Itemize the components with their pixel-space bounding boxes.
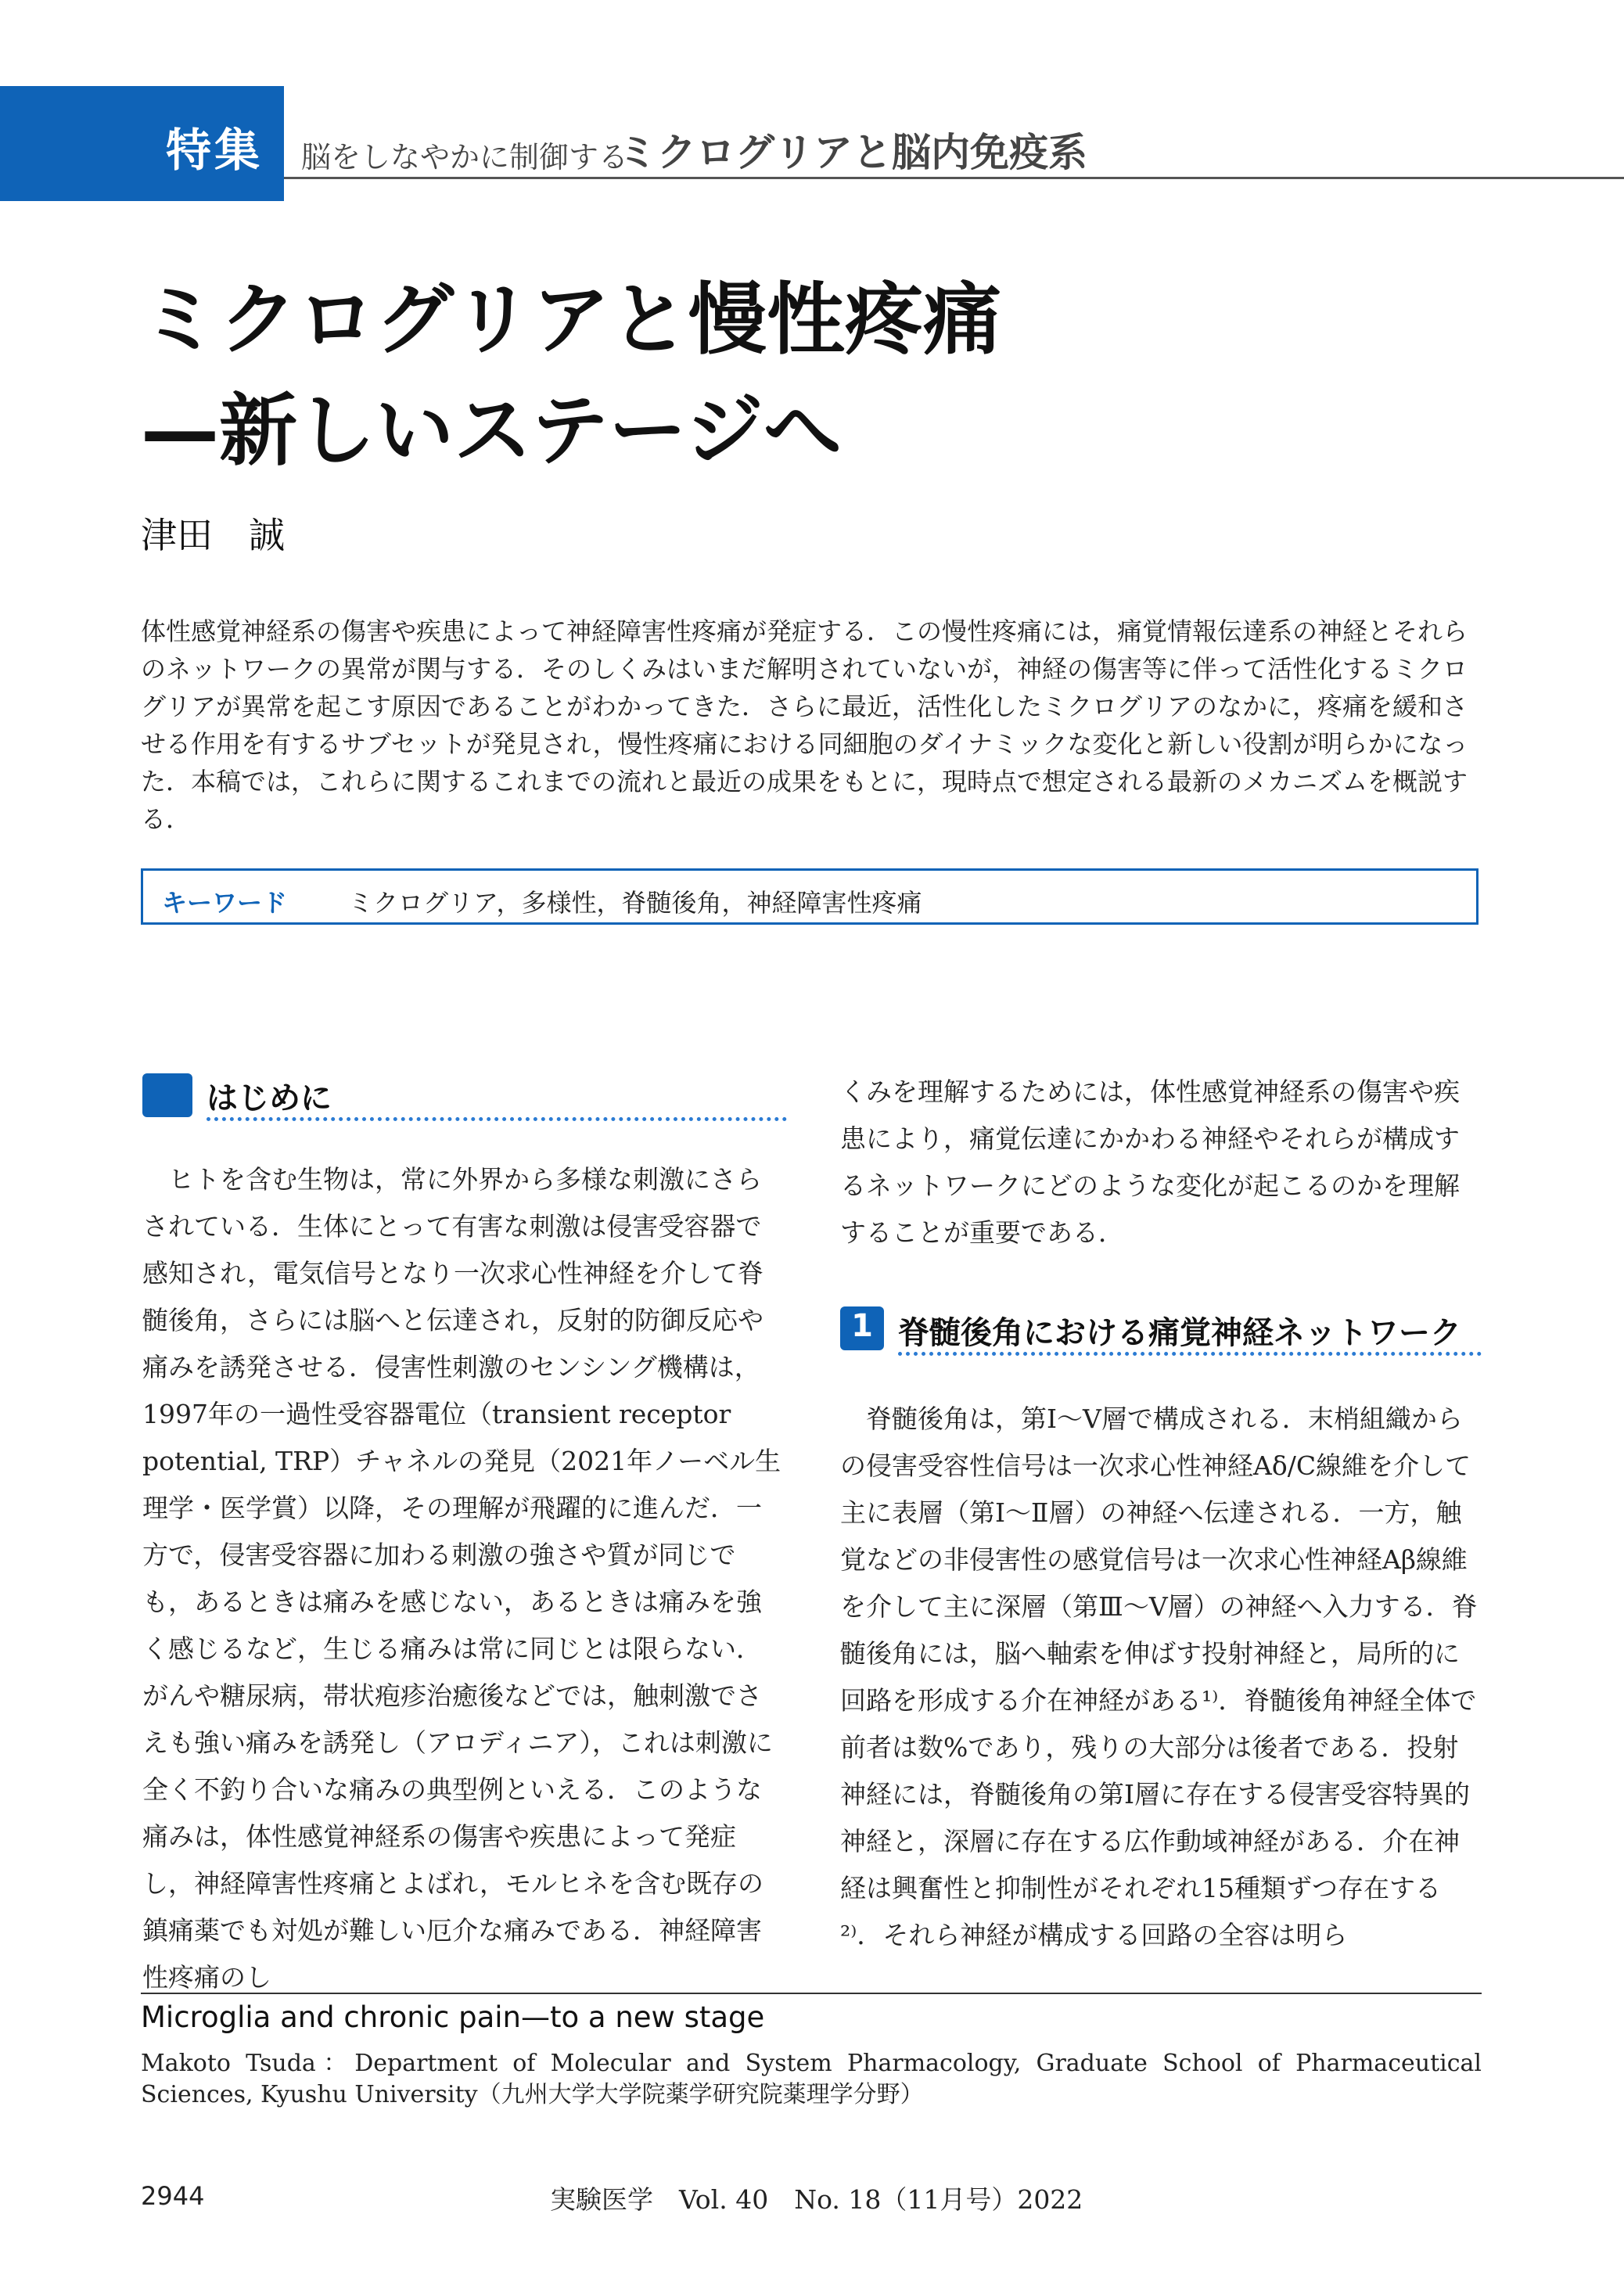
intro-heading-marker bbox=[142, 1073, 192, 1117]
right-column-bottom bbox=[840, 1396, 1482, 1959]
section-1-underline bbox=[898, 1352, 1482, 1356]
feature-subtitle: 脳をしなやかに制御する bbox=[301, 140, 629, 174]
section-1-number: 1 bbox=[851, 1308, 873, 1344]
intro-heading-underline bbox=[207, 1117, 787, 1121]
keyword-label: キーワード bbox=[162, 888, 288, 918]
left-column bbox=[142, 1156, 784, 2001]
section-1-heading: 脊髄後角における痛覚神経ネットワーク bbox=[898, 1315, 1461, 1351]
section-1-paragraph: 脊髄後角は，第Ⅰ～Ⅴ層で構成される．末梢組織からの侵害受容性信号は一次求心性神経Aδ/C線維を介して主に表層（第Ⅰ～Ⅱ層）の神経へ伝達される．一方，触覚などの非侵害性の感覚信号は一次求心性神経Aβ線維を介して主に深層（第Ⅲ～Ⅴ層）の神経へ入力する．脊髄後角には，脳へ軸索を伸ばす投射神経と，局所的に回路を形成する介在神経がある¹⁾．脊髄後角神経全体で前者は数%であり，残りの大部分は後者である．投射神経には，脊髄後角の第Ⅰ層に存在する侵害受容特異的神経と，深層に存在する広作動域神経がある．介在神経は興奮性と抑制性がそれぞれ15種類ずつ存在する²⁾．それら神経が構成する回路の全容は明ら bbox=[840, 1403, 1478, 1950]
footer-rule bbox=[141, 1993, 1482, 1994]
page-number: 2944 bbox=[141, 2181, 205, 2211]
article-title bbox=[141, 264, 1549, 487]
title-line-2: —新しいステージへ bbox=[141, 385, 842, 476]
journal-citation: 実験医学 Vol. 40 No. 18（11月号）2022 bbox=[550, 2184, 1083, 2215]
author-name: 津田 誠 bbox=[141, 514, 285, 556]
feature-theme: ミクログリアと脳内免疫系 bbox=[618, 130, 1087, 175]
right-column-top bbox=[840, 1069, 1482, 1256]
keyword-box bbox=[141, 868, 1478, 925]
title-line-1: ミクログリアと慢性疼痛 bbox=[141, 274, 1001, 365]
intro-paragraph-cont: くみを理解するためには，体性感覚神経系の傷害や疾患により，痛覚伝達にかかわる神経やそれらが構成するネットワークにどのような変化が起こるのかを理解することが重要である． bbox=[840, 1076, 1460, 1248]
abstract: 体性感覚神経系の傷害や疾患によって神経障害性疼痛が発症する．この慢性疼痛には，痛覚情報伝達系の神経とそれらのネットワークの異常が関与する．そのしくみはいまだ解明されていないが，神経の傷害等に伴って活性化するミクログリアが異常を起こす原因であることがわかってきた．さらに最近，活性化したミクログリアのなかに，疼痛を緩和させる作用を有するサブセットが発見され，慢性疼痛における同細胞のダイナミックな変化と新しい役割が明らかになった．本稿では，これらに関するこれまでの流れと最近の成果をもとに，現時点で想定される最新のメカニズムを概説する． bbox=[141, 616, 1468, 834]
keyword-list: ミクログリア，多様性，脊髄後角，神経障害性疼痛 bbox=[348, 888, 922, 918]
feature-label: 特集 bbox=[166, 124, 264, 177]
english-title: Microglia and chronic pain—to a new stage bbox=[141, 2000, 765, 2034]
author-affiliation: Makoto Tsuda：Department of Molecular and System Pharmacology, Graduate School of Pharmaceutical Sciences, Kyushu University（九州大学大学院薬学研究院薬理学分野） bbox=[141, 2050, 1482, 2108]
intro-heading: はじめに bbox=[207, 1080, 332, 1116]
intro-paragraph: ヒトを含む生物は，常に外界から多様な刺激にさらされている．生体にとって有害な刺激は侵害受容器で感知され，電気信号となり一次求心性神経を介して脊髄後角，さらには脳へと伝達され，反射的防御反応や痛みを誘発させる．侵害性刺激のセンシング機構は，1997年の一過性受容器電位（transient receptor potential, TRP）チャネルの発見（2021年ノーベル生理学・医学賞）以降，その理解が飛躍的に進んだ．一方で，侵害受容器に加わる刺激の強さや質が同じでも，あるときは痛みを感じない，あるときは痛みを強く感じるなど，生じる痛みは常に同じとは限らない．がんや糖尿病，帯状疱疹治癒後などでは，触刺激でさえも強い痛みを誘発し（アロディニア），これは刺激に全く不釣り合いな痛みの典型例といえる．このような痛みは，体性感覚神経系の傷害や疾患によって発症し，神経障害性疼痛とよばれ，モルヒネを含む既存の鎮痛薬でも対処が難しい厄介な痛みである．神経障害性疼痛のし bbox=[142, 1164, 781, 1993]
